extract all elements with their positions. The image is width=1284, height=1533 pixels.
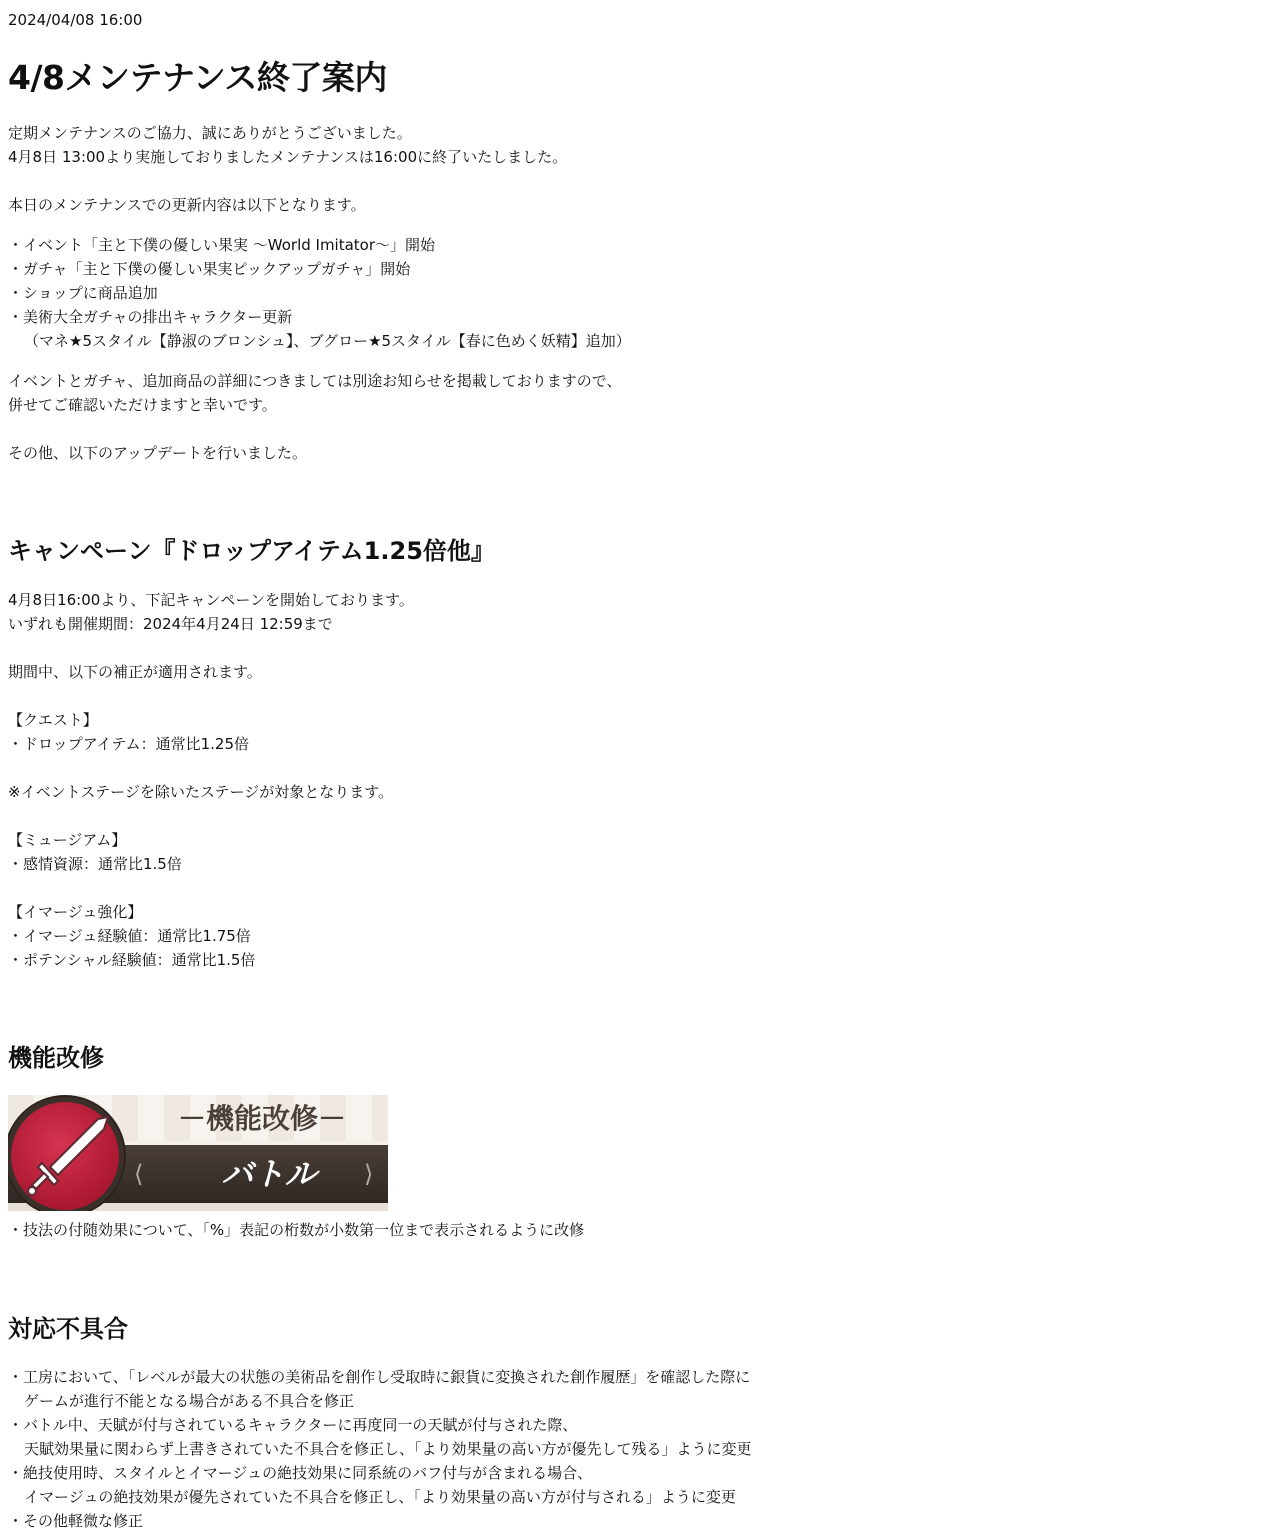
campaign-line: ・ドロップアイテム：通常比1.25倍	[8, 735, 249, 753]
update-item: ・ショップに商品追加	[8, 284, 158, 302]
campaign-category: 【イマージュ強化】	[8, 903, 143, 921]
intro-line: 4月8日 13:00より実施しておりましたメンテナンスは16:00に終了いたしました。	[8, 148, 568, 166]
intro-line: 本日のメンテナンスでの更新内容は以下となります。	[8, 196, 366, 214]
campaign-category: 【ミュージアム】	[8, 831, 127, 849]
note-line: イベントとガチャ、追加商品の詳細につきましては別途お知らせを掲載しておりますので、	[8, 372, 622, 390]
update-item-detail: （マネ★5スタイル【静淑のブロンシュ】、ブグロー★5スタイル【春に色めく妖精】追加）	[24, 332, 631, 350]
intro-line: 定期メンテナンスのご協力、誠にありがとうございました。	[8, 124, 412, 142]
improvement-item: ・技法の付随効果について、「%」表記の桁数が小数第一位まで表示されるように改修	[8, 1221, 585, 1239]
left-arrow-icon: ⟨	[134, 1160, 144, 1188]
fix-item: ・工房において、「レベルが最大の状態の美術品を創作し受取時に銀貨に変換された創作履歴」を確認した際に	[8, 1368, 751, 1386]
fixes-heading: 対応不具合	[8, 1315, 128, 1343]
campaign-category: 【クエスト】	[8, 711, 98, 729]
campaign-line: ・イマージュ経験値：通常比1.75倍	[8, 927, 251, 945]
fix-item: ・絶技使用時、スタイルとイマージュの絶技効果に同系統のバフ付与が含まれる場合、	[8, 1464, 593, 1482]
battle-improvement-banner	[8, 1095, 388, 1211]
update-item: ・美術大全ガチャの排出キャラクター更新	[8, 308, 293, 326]
page-title: 4/8メンテナンス終了案内	[8, 58, 387, 97]
note-line: その他、以下のアップデートを行いました。	[8, 444, 307, 462]
campaign-line: ・感情資源：通常比1.5倍	[8, 855, 182, 873]
update-item: ・イベント「主と下僕の優しい果実 〜World Imitator〜」開始	[8, 236, 436, 254]
fix-item: ・その他軽微な修正	[8, 1512, 144, 1530]
improvements-heading: 機能改修	[8, 1044, 104, 1072]
fix-item-continued: ゲームが進行不能となる場合がある不具合を修正	[24, 1392, 355, 1410]
banner-label: バトル	[221, 1155, 317, 1193]
campaign-line: ・ポテンシャル経験値：通常比1.5倍	[8, 951, 256, 969]
banner-title: －機能改修－	[177, 1102, 346, 1135]
sword-icon	[8, 1097, 124, 1211]
campaign-heading: キャンペーン『ドロップアイテム1.25倍他』	[8, 537, 495, 565]
post-date: 2024/04/08 16:00	[8, 11, 143, 29]
campaign-note: ※イベントステージを除いたステージが対象となります。	[8, 783, 394, 801]
fix-item-continued: イマージュの絶技効果が優先されていた不具合を修正し、「より効果量の高い方が付与される」ように変更	[24, 1488, 736, 1506]
campaign-line: 期間中、以下の補正が適用されます。	[8, 663, 262, 681]
fix-item-continued: 天賦効果量に関わらず上書きされていた不具合を修正し、「より効果量の高い方が優先して残る」ように変更	[24, 1440, 752, 1458]
sword-badge	[8, 1095, 126, 1211]
fix-item: ・バトル中、天賦が付与されているキャラクターに再度同一の天賦が付与された際、	[8, 1416, 578, 1434]
campaign-line: 4月8日16:00より、下記キャンペーンを開始しております。	[8, 591, 414, 609]
update-item: ・ガチャ「主と下僕の優しい果実ピックアップガチャ」開始	[8, 260, 411, 278]
note-line: 併せてご確認いただけますと幸いです。	[8, 396, 277, 414]
campaign-line: いずれも開催期間：2024年4月24日 12:59まで	[8, 615, 333, 633]
right-arrow-icon: ⟩	[364, 1160, 374, 1188]
